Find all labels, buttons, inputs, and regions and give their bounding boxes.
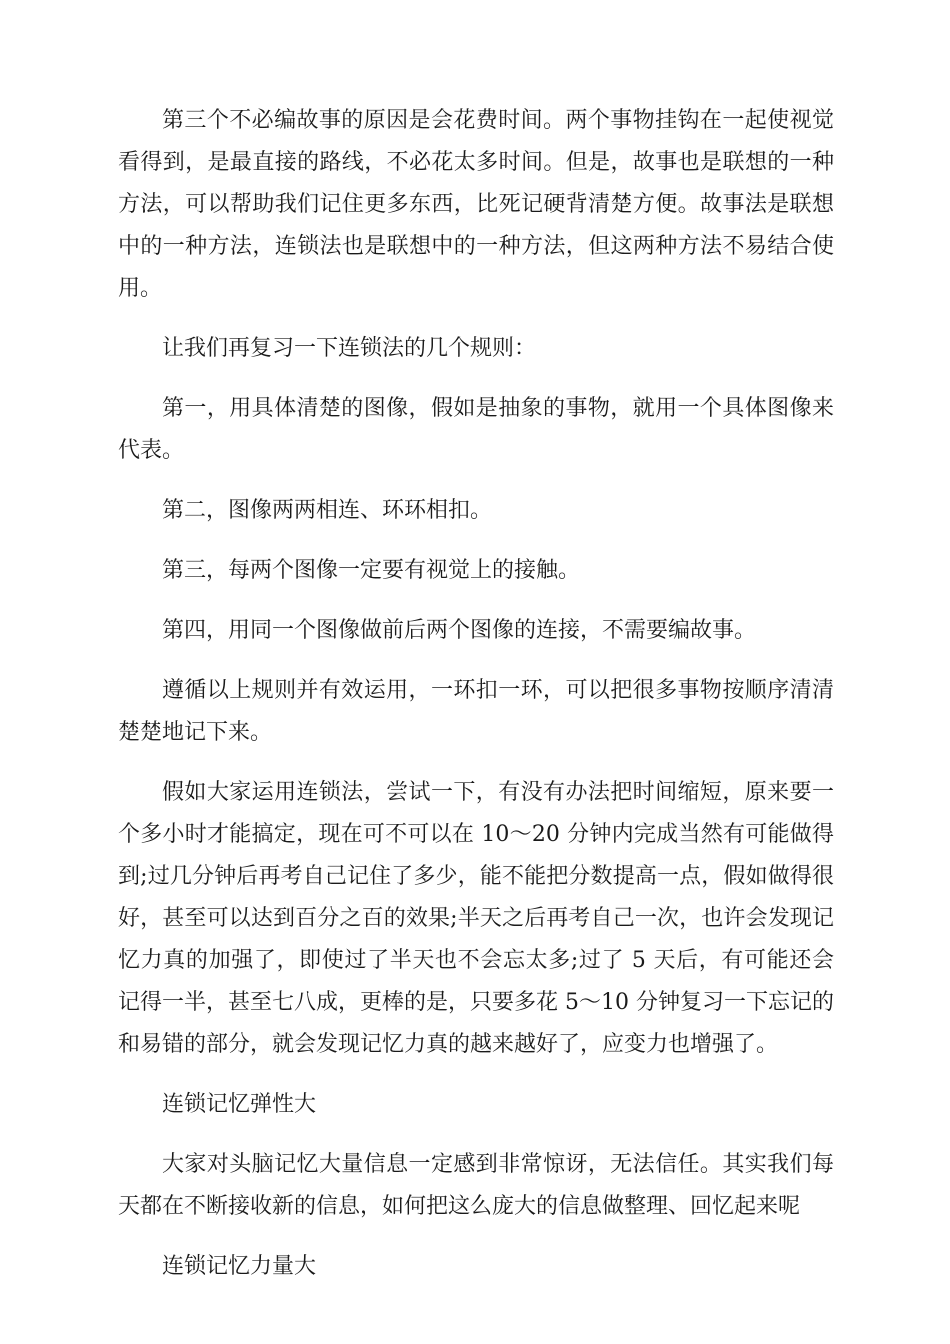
paragraph-information: 大家对头脑记忆大量信息一定感到非常惊讶，无法信任。其实我们每天都在不断接收新的信息，如何把这么庞大的信息做整理、回忆起来呢 — [118, 1152, 834, 1219]
paragraph-review-rules: 让我们再复习一下连锁法的几个规则： — [162, 336, 537, 361]
paragraph-rule-3: 第三，每两个图像一定要有视觉上的接触。 — [162, 558, 581, 583]
paragraph-rule-4: 第四，用同一个图像做前后两个图像的连接，不需要编故事。 — [162, 618, 757, 643]
paragraph-follow-rules: 遵循以上规则并有效运用，一环扣一环，可以把很多事物按顺序清清楚楚地记下来。 — [118, 678, 834, 745]
document-page — [118, 100, 834, 1306]
paragraph-story-time: 第三个不必编故事的原因是会花费时间。两个事物挂钩在一起使视觉看得到，是最直接的路线，不必花太多时间。但是，故事也是联想的一种方法，可以帮助我们记住更多东西，比死记硬背清楚方便。故事法是联想中的一种方法，连锁法也是联想中的一种方法，但这两种方法不易结合使用。 — [118, 108, 834, 301]
paragraph-rule-1: 第一，用具体清楚的图像，假如是抽象的事物，就用一个具体图像来代表。 — [118, 396, 834, 463]
paragraph-practice: 假如大家运用连锁法，尝试一下，有没有办法把时间缩短，原来要一个多小时才能搞定，现在可不可以在 10～20 分钟内完成当然有可能做得到;过几分钟后再考自己记住了多少，能不能把分数提高一点，假如做得很好，甚至可以达到百分之百的效果;半天之后再考自己一次，也许会发现记忆力真的加强了，即使过了半天也不会忘太多;过了 5 天后，有可能还会记得一半，甚至七八成，更棒的是，只要多花 5～10 分钟复习一下忘记的和易错的部分，就会发现记忆力真的越来越好了，应变力也增强了。 — [118, 780, 834, 1057]
section-heading-power: 连锁记忆力量大 — [162, 1254, 317, 1279]
section-heading-elasticity: 连锁记忆弹性大 — [162, 1092, 317, 1117]
paragraph-rule-2: 第二，图像两两相连、环环相扣。 — [162, 498, 493, 523]
